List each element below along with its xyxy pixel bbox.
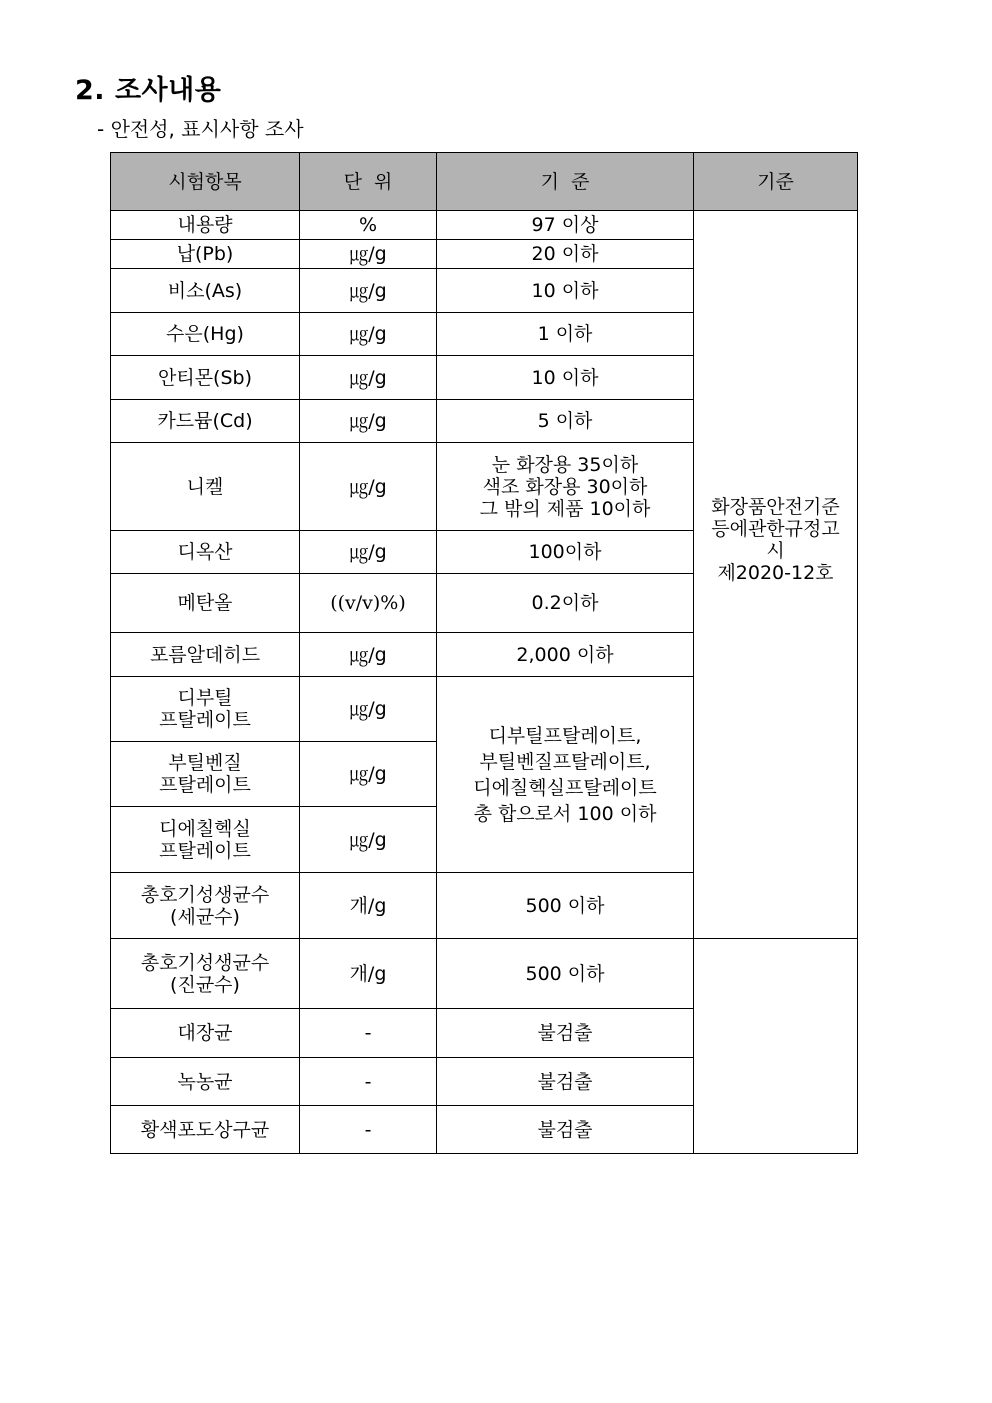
cell-item: 납(Pb) xyxy=(111,240,300,269)
cell-unit: ㎍/g xyxy=(300,531,437,574)
cell-item: 메탄올 xyxy=(111,574,300,633)
section-title: 2. 조사내용 xyxy=(75,75,222,106)
cell-standard: 100이하 xyxy=(437,531,694,574)
table-header-row xyxy=(111,153,858,211)
cell-item: 니켈 xyxy=(111,443,300,531)
cell-item: 디옥산 xyxy=(111,531,300,574)
cell-item: 내용량 xyxy=(111,211,300,240)
cell-unit: ㎍/g xyxy=(300,443,437,531)
cell-item: 포름알데히드 xyxy=(111,633,300,677)
cell-standard: 5 이하 xyxy=(437,400,694,443)
cell-standard: 눈 화장용 35이하 색조 화장용 30이하 그 밖의 제품 10이하 xyxy=(437,443,694,531)
cell-unit: - xyxy=(300,1058,437,1106)
cell-standard: 10 이하 xyxy=(437,356,694,400)
cell-standard: 0.2이하 xyxy=(437,574,694,633)
cell-item: 총호기성생균수 (진균수) xyxy=(111,939,300,1009)
cell-unit: - xyxy=(300,1009,437,1058)
cell-standard: 불검출 xyxy=(437,1009,694,1058)
cell-standard: 불검출 xyxy=(437,1106,694,1154)
cell-standard: 97 이상 xyxy=(437,211,694,240)
cell-reference-empty xyxy=(694,939,858,1154)
cell-standard: 불검출 xyxy=(437,1058,694,1106)
table-row xyxy=(111,939,858,1009)
cell-unit: ㎍/g xyxy=(300,677,437,742)
table-row xyxy=(111,211,858,240)
cell-standard-phthalates: 디부틸프탈레이트, 부틸벤질프탈레이트, 디에칠헥실프탈레이트 총 합으로서 100 이하 xyxy=(437,677,694,873)
cell-unit: 개/g xyxy=(300,939,437,1009)
cell-unit: ㎍/g xyxy=(300,313,437,356)
header-unit: 단 위 xyxy=(300,153,437,211)
cell-unit: ((v/v)%) xyxy=(300,574,437,633)
cell-unit: ㎍/g xyxy=(300,742,437,807)
cell-item: 대장균 xyxy=(111,1009,300,1058)
cell-unit: ㎍/g xyxy=(300,807,437,873)
header-test-item: 시험항목 xyxy=(111,153,300,211)
cell-unit: ㎍/g xyxy=(300,240,437,269)
section-subtitle: - 안전성, 표시사항 조사 xyxy=(97,117,304,141)
cell-unit: ㎍/g xyxy=(300,356,437,400)
cell-item: 녹농균 xyxy=(111,1058,300,1106)
cell-standard: 20 이하 xyxy=(437,240,694,269)
cell-standard: 10 이하 xyxy=(437,269,694,313)
cell-item: 부틸벤질 프탈레이트 xyxy=(111,742,300,807)
cell-reference: 화장품안전기준 등에관한규정고 시 제2020-12호 xyxy=(694,211,858,939)
header-standard: 기 준 xyxy=(437,153,694,211)
cell-item: 황색포도상구균 xyxy=(111,1106,300,1154)
cell-item: 디에칠헥실 프탈레이트 xyxy=(111,807,300,873)
cell-item: 총호기성생균수 (세균수) xyxy=(111,873,300,939)
cell-item: 비소(As) xyxy=(111,269,300,313)
cell-unit: % xyxy=(300,211,437,240)
header-reference: 기준 xyxy=(694,153,858,211)
cell-standard: 2,000 이하 xyxy=(437,633,694,677)
cell-item: 수은(Hg) xyxy=(111,313,300,356)
cell-item: 안티몬(Sb) xyxy=(111,356,300,400)
cell-unit: 개/g xyxy=(300,873,437,939)
test-standards-table xyxy=(110,152,858,1154)
cell-unit: ㎍/g xyxy=(300,269,437,313)
cell-item: 카드뮴(Cd) xyxy=(111,400,300,443)
cell-unit: ㎍/g xyxy=(300,400,437,443)
cell-standard: 500 이하 xyxy=(437,873,694,939)
cell-standard: 500 이하 xyxy=(437,939,694,1009)
cell-unit: ㎍/g xyxy=(300,633,437,677)
cell-unit: - xyxy=(300,1106,437,1154)
cell-item: 디부틸 프탈레이트 xyxy=(111,677,300,742)
cell-standard: 1 이하 xyxy=(437,313,694,356)
